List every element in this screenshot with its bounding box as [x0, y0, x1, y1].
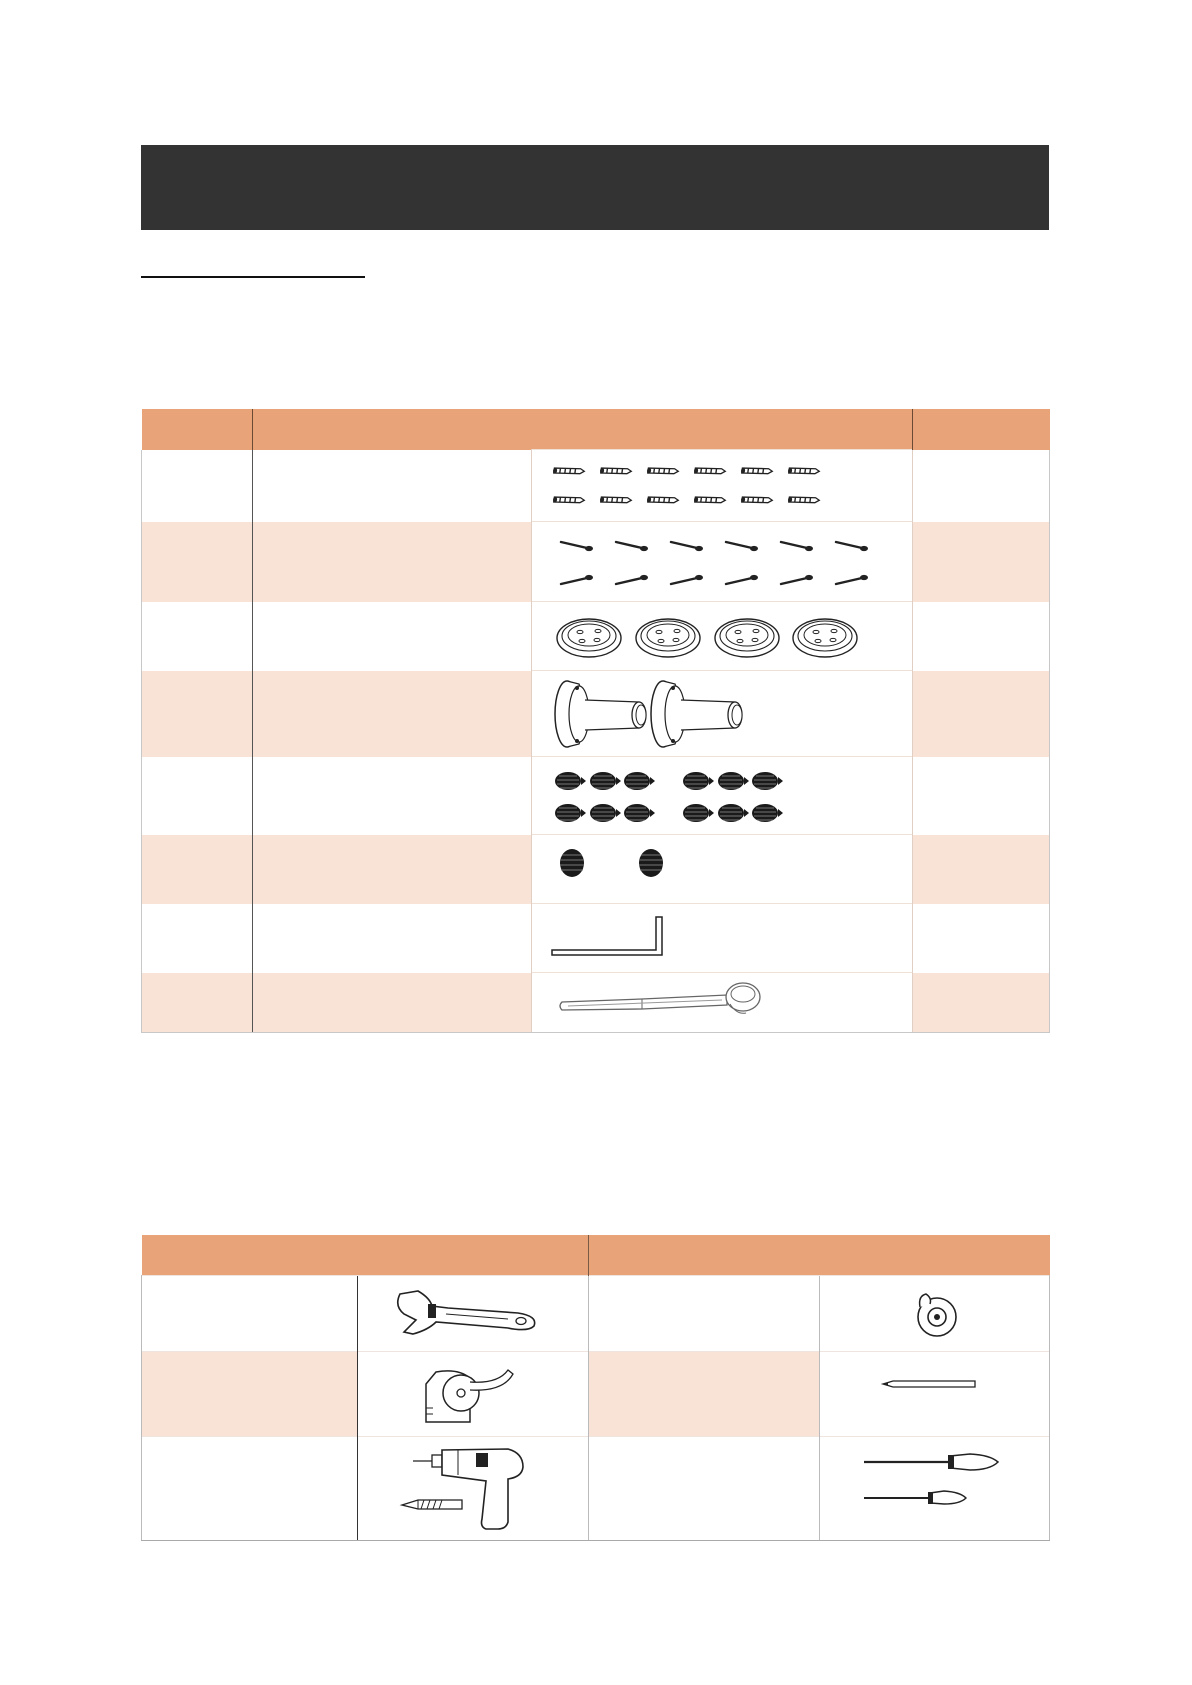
section-heading [141, 250, 365, 278]
part-name [253, 904, 532, 973]
table-row [142, 835, 1050, 904]
part-name [253, 835, 532, 904]
part-image-cell [532, 671, 913, 757]
parts-header-id [142, 409, 253, 450]
table-row [142, 671, 1050, 757]
page-banner [141, 145, 1049, 230]
tool-label [142, 1276, 358, 1352]
tool-image-cell [358, 1276, 589, 1352]
parts-header-description [253, 409, 913, 450]
grub-screw-icon [532, 835, 913, 903]
screwdriver-icon [820, 1437, 1050, 1540]
tool-image-cell [358, 1352, 589, 1437]
pencil-icon [820, 1352, 1050, 1436]
part-qty [913, 522, 1050, 602]
tool-label [142, 1437, 358, 1541]
socket-wrench-icon [532, 973, 913, 1032]
part-qty [913, 904, 1050, 973]
tape-measure-icon [358, 1352, 589, 1436]
pencil-sharpener-icon [820, 1276, 1050, 1351]
tool-label [589, 1276, 820, 1352]
part-qty [913, 602, 1050, 671]
pipe-flange-icon [532, 671, 913, 756]
tools-header-left [142, 1235, 589, 1276]
part-image-cell [532, 602, 913, 671]
tool-label [142, 1352, 358, 1437]
table-row [142, 522, 1050, 602]
part-name [253, 757, 532, 835]
screw-icon [532, 522, 913, 601]
power-drill-icon [358, 1437, 589, 1540]
part-id [142, 973, 253, 1033]
table-row [142, 1437, 1050, 1541]
table-row [142, 904, 1050, 973]
part-id [142, 671, 253, 757]
part-name [253, 522, 532, 602]
tools-table-header [142, 1235, 1050, 1276]
tool-image-cell [820, 1276, 1050, 1352]
tools-header-right [589, 1235, 1050, 1276]
table-row [142, 1276, 1050, 1352]
tool-label [589, 1352, 820, 1437]
table-row [142, 1352, 1050, 1437]
part-qty [913, 973, 1050, 1033]
wall-anchor-icon [532, 450, 913, 521]
part-qty [913, 835, 1050, 904]
part-image-cell [532, 522, 913, 602]
part-image-cell [532, 973, 913, 1033]
part-name [253, 973, 532, 1033]
allen-key-icon [532, 904, 913, 972]
part-image-cell [532, 904, 913, 973]
part-name [253, 602, 532, 671]
part-image-cell [532, 450, 913, 522]
tools-table [141, 1235, 1050, 1541]
table-row [142, 450, 1050, 522]
table-row [142, 757, 1050, 835]
part-id [142, 904, 253, 973]
adjustable-wrench-icon [358, 1276, 589, 1351]
tool-image-cell [358, 1437, 589, 1541]
part-qty [913, 450, 1050, 522]
table-row [142, 973, 1050, 1033]
part-name [253, 450, 532, 522]
set-screw-icon [532, 757, 913, 834]
parts-table [141, 409, 1050, 1033]
tool-image-cell [820, 1437, 1050, 1541]
part-id [142, 602, 253, 671]
part-id [142, 757, 253, 835]
part-name [253, 671, 532, 757]
part-image-cell [532, 835, 913, 904]
parts-table-header [142, 409, 1050, 450]
part-id [142, 450, 253, 522]
part-qty [913, 671, 1050, 757]
tool-image-cell [820, 1352, 1050, 1437]
part-id [142, 522, 253, 602]
part-id [142, 835, 253, 904]
part-image-cell [532, 757, 913, 835]
part-qty [913, 757, 1050, 835]
tool-label [589, 1437, 820, 1541]
table-row [142, 602, 1050, 671]
wall-flange-cover-icon [532, 602, 913, 670]
parts-header-qty [913, 409, 1050, 450]
